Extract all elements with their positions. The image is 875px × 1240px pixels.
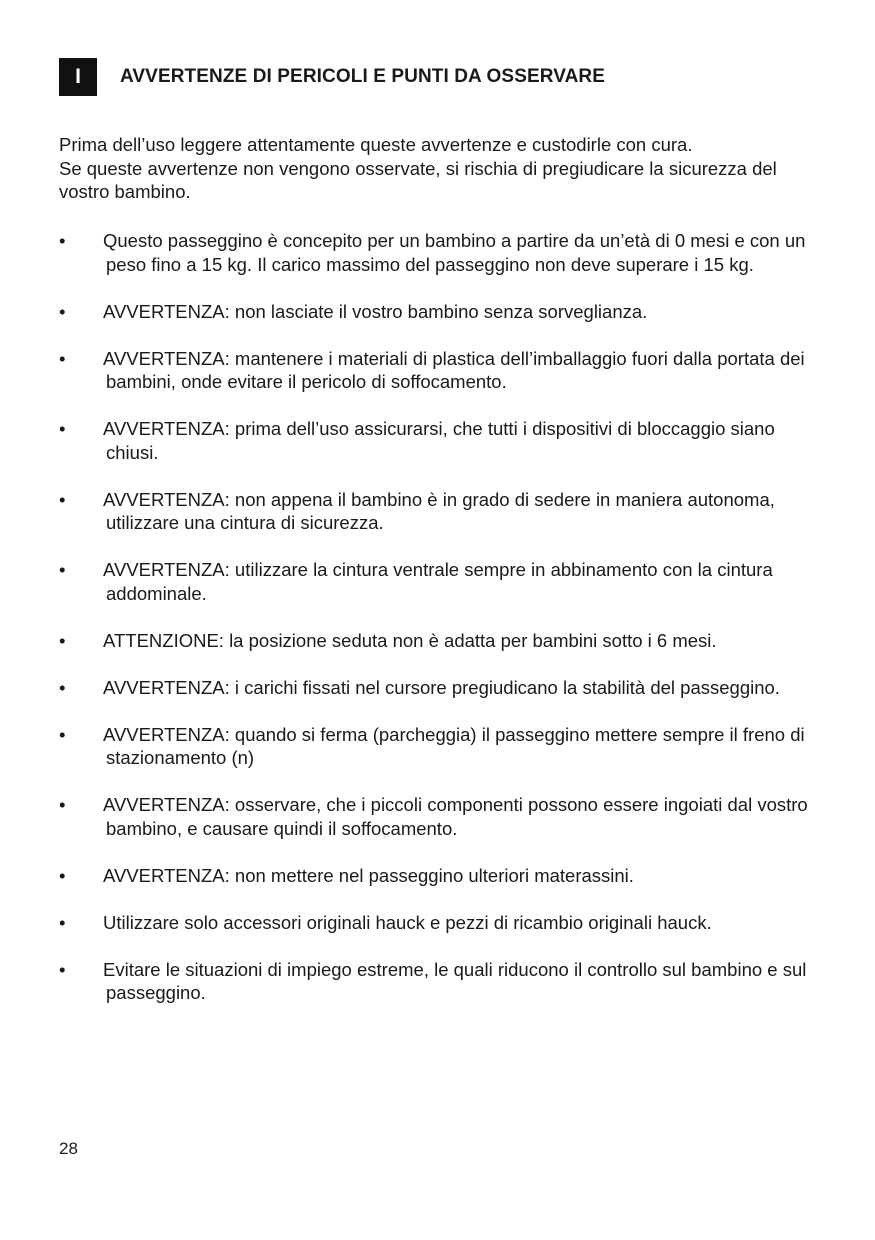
bullet-icon: • — [59, 911, 66, 933]
list-item — [59, 911, 819, 935]
warning-text: AVVERTENZA: non lasciate il vostro bambino senza sorveglianza. — [103, 300, 648, 322]
bullet-icon: • — [59, 347, 66, 369]
bullet-icon: • — [59, 559, 66, 580]
warning-text: AVVERTENZA: osservare, che i piccoli componenti possono essere ingoiati dal vostro bambino, e causare quindi il soffocamento. — [103, 794, 808, 839]
list-item — [59, 958, 819, 1005]
list-item — [59, 723, 819, 770]
section-header — [59, 58, 605, 96]
bullet-icon: • — [59, 723, 66, 745]
page-title: AVVERTENZE DI PERICOLI E PUNTI DA OSSERVARE — [120, 66, 605, 87]
bullet-icon: • — [59, 418, 66, 439]
warning-text: AVVERTENZA: utilizzare la cintura ventrale sempre in abbinamento con la cintura addominale. — [103, 559, 773, 604]
list-item — [59, 793, 819, 840]
bullet-icon: • — [59, 230, 66, 251]
list-item — [59, 558, 819, 605]
list-item — [59, 488, 819, 535]
list-item — [59, 629, 819, 653]
warnings-list — [59, 229, 819, 1028]
bullet-icon: • — [59, 629, 66, 651]
warning-text: AVVERTENZA: non appena il bambino è in grado di sedere in maniera autonoma, utilizzare una cintura di sicurezza. — [103, 488, 775, 533]
warning-text: Questo passeggino è concepito per un bambino a partire da un’età di 0 mesi e con un peso fino a 15 kg. Il carico massimo del passeggino non deve superare i 15 kg. — [103, 230, 806, 275]
warning-text: AVVERTENZA: non mettere nel passeggino ulteriori materassini. — [103, 864, 634, 886]
warning-text: AVVERTENZA: prima dell’uso assicurarsi, che tutti i dispositivi di bloccaggio siano chiusi. — [103, 418, 775, 463]
warning-text: AVVERTENZA: i carichi fissati nel cursore pregiudicano la stabilità del passeggino. — [103, 676, 780, 698]
list-item — [59, 676, 819, 700]
warning-text: Evitare le situazioni di impiego estreme, le quali riducono il controllo sul bambino e sul passeggino. — [103, 958, 807, 1003]
warning-text: ATTENZIONE: la posizione seduta non è adatta per bambini sotto i 6 mesi. — [103, 629, 717, 651]
bullet-icon: • — [59, 794, 66, 815]
page-number: 28 — [59, 1139, 78, 1158]
bullet-icon: • — [59, 958, 66, 980]
warning-text: AVVERTENZA: quando si ferma (parcheggia) il passeggino mettere sempre il freno di stazionamento (n) — [103, 723, 805, 768]
bullet-icon: • — [59, 300, 66, 322]
bullet-icon: • — [59, 864, 66, 886]
bullet-icon: • — [59, 488, 66, 510]
warning-text: Utilizzare solo accessori originali hauck e pezzi di ricambio originali hauck. — [103, 911, 712, 933]
language-badge: I — [59, 58, 97, 96]
bullet-icon: • — [59, 676, 66, 698]
intro-line-2: Se queste avvertenze non vengono osservate, si rischia di pregiudicare la sicurezza del vostro bambino. — [59, 157, 777, 202]
intro-paragraph — [59, 133, 819, 204]
warning-text: AVVERTENZA: mantenere i materiali di plastica dell’imballaggio fuori dalla portata dei bambini, onde evitare il pericolo di soffocamento. — [103, 347, 805, 392]
list-item — [59, 864, 819, 888]
list-item — [59, 229, 819, 276]
list-item — [59, 347, 819, 394]
list-item — [59, 300, 819, 324]
list-item — [59, 417, 819, 464]
intro-line-1: Prima dell’uso leggere attentamente queste avvertenze e custodirle con cura. — [59, 134, 693, 155]
